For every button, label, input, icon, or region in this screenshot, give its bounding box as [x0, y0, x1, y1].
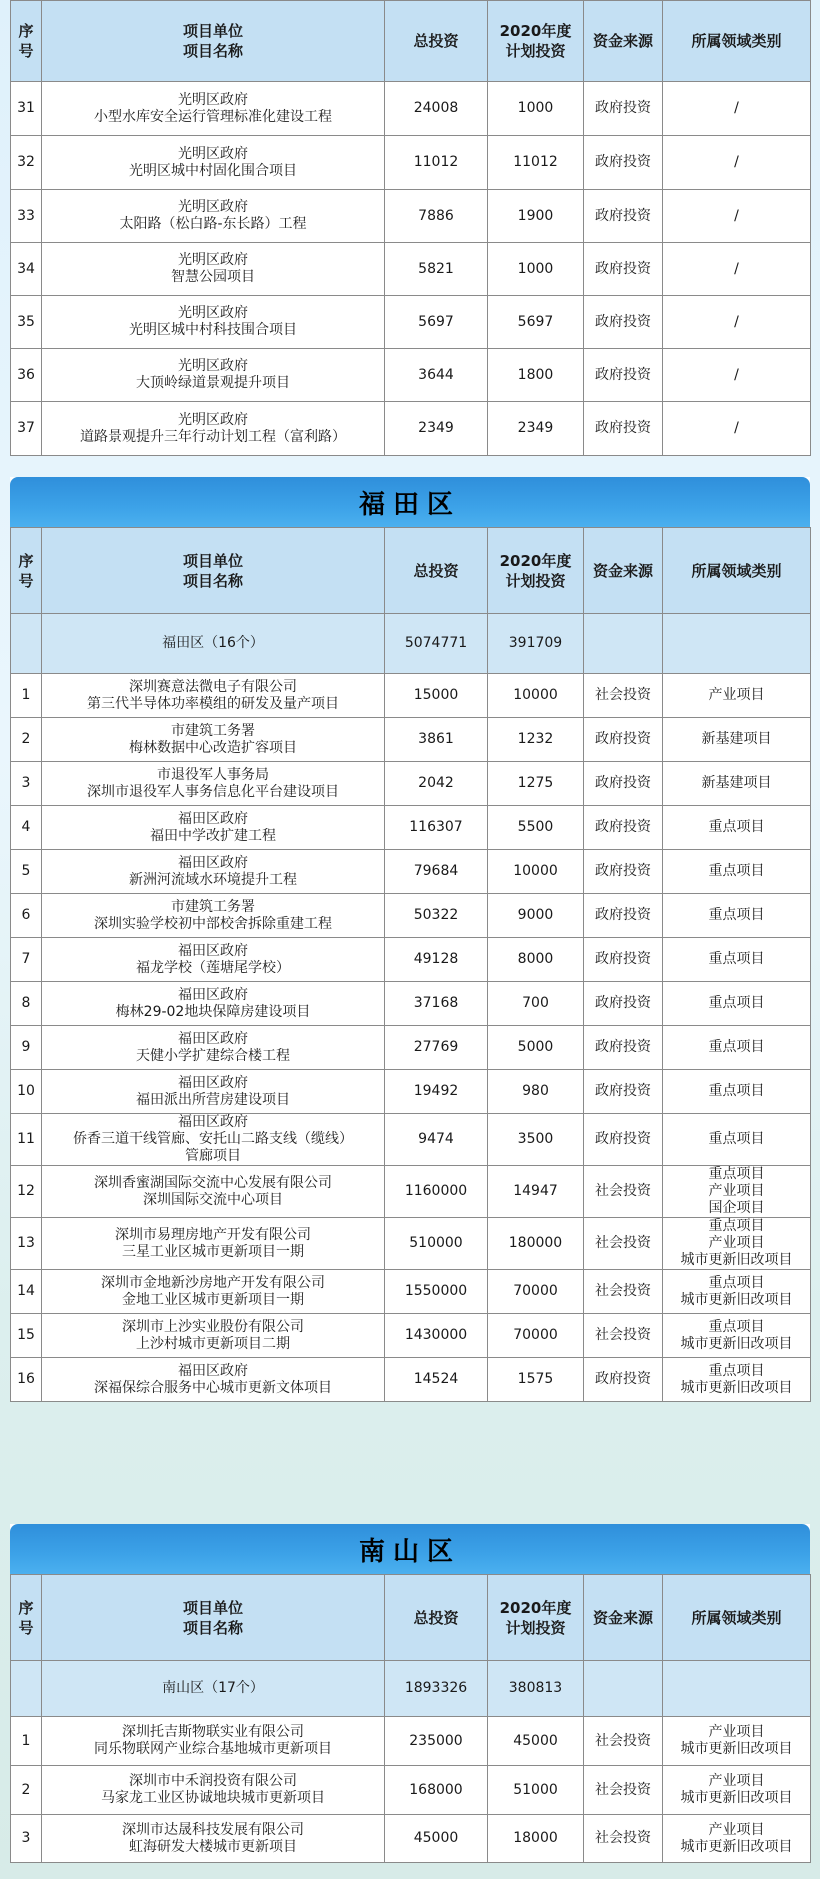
header-no: 序号 [11, 1, 42, 82]
cell-no: 36 [11, 349, 42, 402]
cell-source: 政府投资 [584, 349, 663, 402]
cell-plan: 11012 [488, 136, 584, 190]
cell-source: 政府投资 [584, 1114, 663, 1166]
summary-category [663, 1661, 811, 1717]
cell-no: 9 [11, 1026, 42, 1070]
table-row [11, 1026, 811, 1070]
header-category: 所属领域类别 [663, 528, 811, 614]
cell-category: 重点项目 [663, 1026, 811, 1070]
cell-unit: 深圳市达晟科技发展有限公司 虹海研发大楼城市更新项目 [42, 1815, 385, 1863]
cell-plan: 5697 [488, 296, 584, 349]
cell-total: 2349 [385, 402, 488, 456]
cell-unit: 市建筑工务署 梅林数据中心改造扩容项目 [42, 718, 385, 762]
cell-no: 32 [11, 136, 42, 190]
cell-plan: 180000 [488, 1218, 584, 1270]
cell-unit: 深圳香蜜湖国际交流中心发展有限公司 深圳国际交流中心项目 [42, 1166, 385, 1218]
header-unit: 项目单位 项目名称 [42, 528, 385, 614]
table-row [11, 1314, 811, 1358]
cell-unit: 深圳市中禾润投资有限公司 马家龙工业区协诚地块城市更新项目 [42, 1766, 385, 1815]
cell-category: 重点项目 [663, 1114, 811, 1166]
cell-total: 7886 [385, 190, 488, 243]
table-row [11, 1358, 811, 1402]
cell-category: 重点项目 产业项目 国企项目 [663, 1166, 811, 1218]
header-source: 资金来源 [584, 528, 663, 614]
cell-no: 10 [11, 1070, 42, 1114]
header-no: 序号 [11, 1575, 42, 1661]
cell-unit: 光明区政府 大顶岭绿道景观提升项目 [42, 349, 385, 402]
cell-no: 16 [11, 1358, 42, 1402]
cell-no: 13 [11, 1218, 42, 1270]
cell-total: 235000 [385, 1717, 488, 1766]
cell-total: 5697 [385, 296, 488, 349]
cell-total: 24008 [385, 82, 488, 136]
cell-plan: 1900 [488, 190, 584, 243]
cell-unit: 光明区政府 道路景观提升三年行动计划工程（富利路） [42, 402, 385, 456]
header-source: 资金来源 [584, 1575, 663, 1661]
cell-plan: 70000 [488, 1270, 584, 1314]
summary-source [584, 614, 663, 674]
cell-category: / [663, 190, 811, 243]
cell-category: 重点项目 城市更新旧改项目 [663, 1358, 811, 1402]
cell-no: 15 [11, 1314, 42, 1358]
summary-category [663, 614, 811, 674]
cell-source: 社会投资 [584, 1815, 663, 1863]
header-unit: 项目单位 项目名称 [42, 1575, 385, 1661]
cell-unit: 深圳赛意法微电子有限公司 第三代半导体功率模组的研发及量产项目 [42, 674, 385, 718]
cell-no: 11 [11, 1114, 42, 1166]
cell-plan: 51000 [488, 1766, 584, 1815]
header-plan: 2020年度 计划投资 [488, 1, 584, 82]
cell-total: 1160000 [385, 1166, 488, 1218]
cell-category: 重点项目 城市更新旧改项目 [663, 1270, 811, 1314]
cell-plan: 10000 [488, 850, 584, 894]
table-row [11, 296, 811, 349]
cell-unit: 福田区政府 梅林29-02地块保障房建设项目 [42, 982, 385, 1026]
cell-category: 新基建项目 [663, 718, 811, 762]
guangming-table-block [10, 0, 810, 456]
cell-category: 重点项目 [663, 894, 811, 938]
summary-no [11, 614, 42, 674]
cell-no: 8 [11, 982, 42, 1026]
cell-category: / [663, 402, 811, 456]
cell-category: 产业项目 城市更新旧改项目 [663, 1766, 811, 1815]
cell-no: 33 [11, 190, 42, 243]
table-row [11, 402, 811, 456]
cell-category: 产业项目 [663, 674, 811, 718]
cell-plan: 18000 [488, 1815, 584, 1863]
cell-total: 50322 [385, 894, 488, 938]
cell-source: 政府投资 [584, 190, 663, 243]
cell-no: 12 [11, 1166, 42, 1218]
cell-total: 510000 [385, 1218, 488, 1270]
cell-source: 政府投资 [584, 1026, 663, 1070]
cell-plan: 5500 [488, 806, 584, 850]
header-category: 所属领域类别 [663, 1575, 811, 1661]
cell-no: 3 [11, 762, 42, 806]
cell-plan: 700 [488, 982, 584, 1026]
header-unit: 项目单位 项目名称 [42, 1, 385, 82]
cell-source: 社会投资 [584, 1717, 663, 1766]
cell-unit: 光明区政府 光明区城中村科技围合项目 [42, 296, 385, 349]
table-row [11, 1070, 811, 1114]
cell-category: / [663, 82, 811, 136]
cell-total: 79684 [385, 850, 488, 894]
cell-unit: 福田区政府 天健小学扩建综合楼工程 [42, 1026, 385, 1070]
cell-source: 社会投资 [584, 674, 663, 718]
table-row [11, 349, 811, 402]
cell-source: 政府投资 [584, 296, 663, 349]
summary-plan: 391709 [488, 614, 584, 674]
cell-source: 社会投资 [584, 1766, 663, 1815]
table-row [11, 718, 811, 762]
cell-plan: 980 [488, 1070, 584, 1114]
summary-total: 1893326 [385, 1661, 488, 1717]
cell-plan: 10000 [488, 674, 584, 718]
table-row [11, 243, 811, 296]
cell-no: 2 [11, 718, 42, 762]
cell-total: 45000 [385, 1815, 488, 1863]
futian-table [10, 527, 811, 1402]
table-row [11, 894, 811, 938]
header-total: 总投资 [385, 528, 488, 614]
cell-source: 政府投资 [584, 1358, 663, 1402]
cell-no: 34 [11, 243, 42, 296]
cell-category: 重点项目 [663, 806, 811, 850]
cell-category: 重点项目 城市更新旧改项目 [663, 1314, 811, 1358]
futian-summary-row [11, 614, 811, 674]
cell-total: 2042 [385, 762, 488, 806]
table-row [11, 1166, 811, 1218]
cell-total: 14524 [385, 1358, 488, 1402]
nanshan-summary-row [11, 1661, 811, 1717]
table-row [11, 190, 811, 243]
cell-source: 政府投资 [584, 82, 663, 136]
cell-plan: 1232 [488, 718, 584, 762]
cell-source: 政府投资 [584, 136, 663, 190]
cell-plan: 45000 [488, 1717, 584, 1766]
cell-category: 重点项目 [663, 982, 811, 1026]
cell-category: / [663, 243, 811, 296]
table-row [11, 82, 811, 136]
nanshan-table [10, 1574, 811, 1863]
cell-plan: 70000 [488, 1314, 584, 1358]
table-row [11, 1717, 811, 1766]
table-row [11, 762, 811, 806]
cell-total: 49128 [385, 938, 488, 982]
cell-total: 1430000 [385, 1314, 488, 1358]
cell-unit: 光明区政府 智慧公园项目 [42, 243, 385, 296]
cell-no: 35 [11, 296, 42, 349]
cell-unit: 深圳市金地新沙房地产开发有限公司 金地工业区城市更新项目一期 [42, 1270, 385, 1314]
cell-no: 1 [11, 1717, 42, 1766]
cell-no: 1 [11, 674, 42, 718]
cell-no: 5 [11, 850, 42, 894]
cell-source: 政府投资 [584, 850, 663, 894]
futian-district-title: 福田区 [10, 477, 810, 527]
cell-unit: 光明区政府 太阳路（松白路-东长路）工程 [42, 190, 385, 243]
cell-plan: 14947 [488, 1166, 584, 1218]
cell-source: 政府投资 [584, 938, 663, 982]
header-category: 所属领域类别 [663, 1, 811, 82]
table-row [11, 1815, 811, 1863]
cell-unit: 福田区政府 福田中学改扩建工程 [42, 806, 385, 850]
table-row [11, 1270, 811, 1314]
cell-total: 37168 [385, 982, 488, 1026]
cell-total: 168000 [385, 1766, 488, 1815]
table-row [11, 806, 811, 850]
cell-no: 31 [11, 82, 42, 136]
table-header-row [11, 528, 811, 614]
summary-total: 5074771 [385, 614, 488, 674]
cell-source: 政府投资 [584, 894, 663, 938]
cell-unit: 福田区政府 新洲河流域水环境提升工程 [42, 850, 385, 894]
table-row [11, 136, 811, 190]
header-total: 总投资 [385, 1575, 488, 1661]
cell-total: 9474 [385, 1114, 488, 1166]
table-row [11, 938, 811, 982]
cell-unit: 市建筑工务署 深圳实验学校初中部校舍拆除重建工程 [42, 894, 385, 938]
table-row [11, 1766, 811, 1815]
cell-source: 政府投资 [584, 806, 663, 850]
table-row [11, 1114, 811, 1166]
cell-unit: 市退役军人事务局 深圳市退役军人事务信息化平台建设项目 [42, 762, 385, 806]
table-row [11, 850, 811, 894]
cell-category: 新基建项目 [663, 762, 811, 806]
summary-unit: 福田区（16个） [42, 614, 385, 674]
nanshan-table-block [10, 1524, 810, 1863]
cell-plan: 3500 [488, 1114, 584, 1166]
cell-category: / [663, 296, 811, 349]
cell-unit: 福田区政府 侨香三道干线管廊、安托山二路支线（缆线） 管廊项目 [42, 1114, 385, 1166]
cell-total: 3861 [385, 718, 488, 762]
cell-plan: 9000 [488, 894, 584, 938]
cell-total: 11012 [385, 136, 488, 190]
cell-no: 37 [11, 402, 42, 456]
table-row [11, 1218, 811, 1270]
cell-total: 19492 [385, 1070, 488, 1114]
table-row [11, 982, 811, 1026]
cell-plan: 2349 [488, 402, 584, 456]
cell-category: 重点项目 [663, 850, 811, 894]
cell-source: 社会投资 [584, 1270, 663, 1314]
cell-source: 社会投资 [584, 1218, 663, 1270]
cell-source: 政府投资 [584, 982, 663, 1026]
cell-no: 6 [11, 894, 42, 938]
table-header-row [11, 1575, 811, 1661]
cell-source: 政府投资 [584, 402, 663, 456]
cell-category: 重点项目 [663, 938, 811, 982]
cell-source: 政府投资 [584, 718, 663, 762]
cell-total: 15000 [385, 674, 488, 718]
cell-unit: 深圳市易理房地产开发有限公司 三星工业区城市更新项目一期 [42, 1218, 385, 1270]
header-plan: 2020年度 计划投资 [488, 1575, 584, 1661]
cell-no: 14 [11, 1270, 42, 1314]
summary-source [584, 1661, 663, 1717]
header-total: 总投资 [385, 1, 488, 82]
cell-unit: 福田区政府 福龙学校（莲塘尾学校） [42, 938, 385, 982]
summary-plan: 380813 [488, 1661, 584, 1717]
cell-unit: 深圳托吉斯物联实业有限公司 同乐物联网产业综合基地城市更新项目 [42, 1717, 385, 1766]
table-header-row [11, 1, 811, 82]
table-row [11, 674, 811, 718]
cell-total: 27769 [385, 1026, 488, 1070]
summary-unit: 南山区（17个） [42, 1661, 385, 1717]
cell-plan: 1000 [488, 82, 584, 136]
cell-category: / [663, 349, 811, 402]
cell-total: 116307 [385, 806, 488, 850]
cell-source: 政府投资 [584, 1070, 663, 1114]
futian-table-block [10, 477, 810, 1402]
header-no: 序号 [11, 528, 42, 614]
cell-plan: 8000 [488, 938, 584, 982]
cell-category: 产业项目 城市更新旧改项目 [663, 1815, 811, 1863]
guangming-table [10, 0, 811, 456]
cell-plan: 1000 [488, 243, 584, 296]
cell-unit: 福田区政府 福田派出所营房建设项目 [42, 1070, 385, 1114]
cell-category: / [663, 136, 811, 190]
cell-source: 政府投资 [584, 243, 663, 296]
cell-unit: 光明区政府 光明区城中村固化围合项目 [42, 136, 385, 190]
cell-no: 7 [11, 938, 42, 982]
cell-total: 1550000 [385, 1270, 488, 1314]
cell-source: 政府投资 [584, 762, 663, 806]
cell-category: 重点项目 [663, 1070, 811, 1114]
header-source: 资金来源 [584, 1, 663, 82]
cell-no: 2 [11, 1766, 42, 1815]
cell-plan: 1275 [488, 762, 584, 806]
cell-no: 3 [11, 1815, 42, 1863]
summary-no [11, 1661, 42, 1717]
cell-no: 4 [11, 806, 42, 850]
cell-total: 3644 [385, 349, 488, 402]
cell-unit: 福田区政府 深福保综合服务中心城市更新文体项目 [42, 1358, 385, 1402]
cell-source: 社会投资 [584, 1166, 663, 1218]
cell-plan: 1575 [488, 1358, 584, 1402]
cell-total: 5821 [385, 243, 488, 296]
header-plan: 2020年度 计划投资 [488, 528, 584, 614]
cell-category: 产业项目 城市更新旧改项目 [663, 1717, 811, 1766]
cell-source: 社会投资 [584, 1314, 663, 1358]
cell-plan: 5000 [488, 1026, 584, 1070]
cell-unit: 光明区政府 小型水库安全运行管理标准化建设工程 [42, 82, 385, 136]
cell-unit: 深圳市上沙实业股份有限公司 上沙村城市更新项目二期 [42, 1314, 385, 1358]
cell-category: 重点项目 产业项目 城市更新旧改项目 [663, 1218, 811, 1270]
cell-plan: 1800 [488, 349, 584, 402]
nanshan-district-title: 南山区 [10, 1524, 810, 1574]
